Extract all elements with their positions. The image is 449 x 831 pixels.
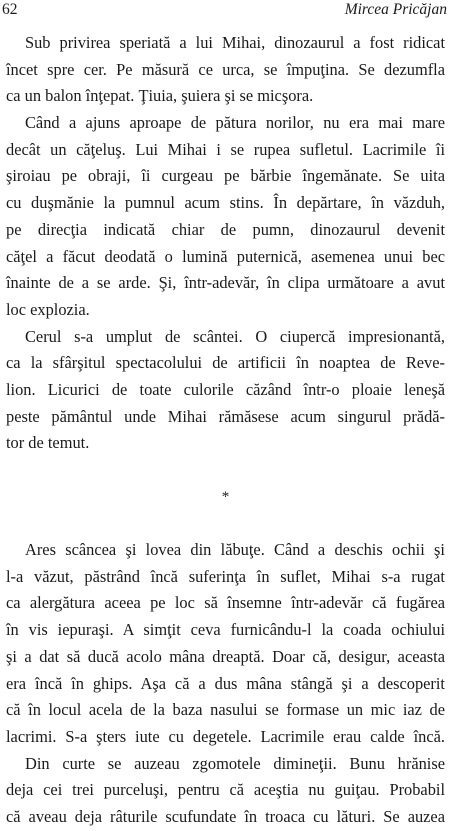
- blank-line: [6, 457, 445, 484]
- text-line: în vis iepuraşi. A simţit ceva furnicându-l la coada ochiului: [6, 620, 445, 640]
- text-line: tor de temut.: [6, 433, 90, 453]
- text-line: peste pământul unde Mihai rămăsese acum singurul prădă-: [6, 406, 445, 426]
- text-line: Sub privirea speriată a lui Mihai, dinozaurul a fost ridicat: [25, 33, 445, 52]
- text-line: loc explozia.: [6, 299, 90, 319]
- text-line: că aveau deja râturile scufundate în troaca cu lături. Se auzea: [6, 806, 445, 826]
- text-line: lion. Licurici de toate culorile căzând într-o ploaie leneşă: [6, 379, 445, 399]
- text-line: lacrimi. S-a şters iute cu degetele. Lacrimile erau calde încă.: [6, 726, 445, 746]
- text-line: deja cei trei purceluşi, pentru că aceştia nu guiţau. Probabil: [6, 780, 445, 800]
- text-line: cu duşmănie la pumnul acum stins. În depărtare, în văzduh,: [6, 193, 445, 213]
- running-head: [2, 1, 447, 19]
- text-line: căţel a făcut deodată o lumină puternică, asemenea unui bec: [6, 246, 445, 266]
- text-line: Cerul s-a umplut de scântei. O ciupercă impresionantă,: [25, 326, 445, 346]
- text-line: pe direcţia indicată chiar de pumn, dinozaurul devenit: [6, 219, 445, 239]
- text-line: înainte de a se arde. Şi, într-adevăr, în clipa următoare a avut: [6, 273, 445, 293]
- text-line: decât un căţeluş. Lui Mihai i se rupea sufletul. Lacrimile îi: [6, 139, 445, 159]
- text-line: Când a ajuns aproape de pătura norilor, nu era mai mare: [25, 113, 445, 133]
- section-separator: *: [221, 488, 230, 505]
- text-line: şiroiau pe obraji, îi curgeau pe bărbie îngemănate. Se uita: [6, 166, 445, 186]
- text-line: Din curte se auzeau zgomotele dimineţii. Bunu hrănise: [25, 753, 445, 773]
- text-line: şi a dat să ducă acolo mâna dreaptă. Doar că, desigur, aceasta: [6, 646, 445, 666]
- text-line: era încă în ghips. Aşa că a dus mâna stângă şi a descoperit: [6, 673, 445, 693]
- text-line: că în locul acela de la baza nasului se formase un mic iaz de: [6, 700, 445, 720]
- body-text: [6, 30, 445, 831]
- text-line: l-a văzut, păstrând încă suferinţa în suflet, Mihai s-a rugat: [6, 566, 445, 586]
- text-line: ca la sfârşitul spectacolului de artificii în noaptea de Reve-: [6, 353, 445, 373]
- blank-line: [6, 510, 445, 537]
- text-line: încet spre cer. Pe măsură ce urca, se împuţina. Se dezumfla: [6, 59, 445, 79]
- text-line: ca un balon înţepat. Ţiuia, şuiera şi se micşora.: [6, 86, 314, 106]
- text-line: ca alergătura aceea pe loc să însemne într-adevăr că fugărea: [6, 593, 445, 613]
- page-number: 62: [2, 1, 18, 18]
- text-line: Ares scâncea şi lovea din lăbuţe. Când a deschis ochii şi: [25, 540, 445, 560]
- running-head-author: Mircea Pricăjan: [344, 1, 447, 18]
